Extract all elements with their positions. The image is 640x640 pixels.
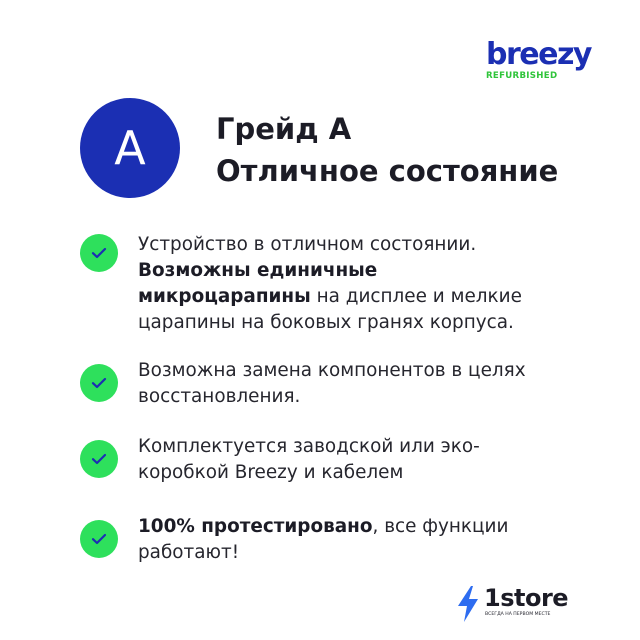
feature-item-components	[80, 358, 600, 414]
feature-item-condition	[80, 232, 600, 342]
feature-item-tested	[80, 514, 600, 570]
check-icon	[80, 440, 118, 478]
feature-text	[138, 358, 600, 410]
feature-line: Возможна замена компонентов в целях	[138, 360, 526, 381]
grade-title-line-1: Грейд А	[216, 112, 352, 146]
feature-bold-text: микроцарапины	[138, 286, 311, 307]
grade-badge: A	[80, 98, 180, 198]
feature-line	[138, 258, 600, 284]
grade-title	[216, 108, 558, 192]
feature-line: Комплектуется заводской или эко-	[138, 436, 480, 457]
feature-text-tail: на дисплее и мелкие	[310, 286, 522, 307]
1store-logo-word: 1store	[484, 584, 569, 612]
feature-line: восстановления.	[138, 386, 301, 407]
feature-line: царапины на боковых гранях корпуса.	[138, 312, 514, 333]
feature-item-box	[80, 434, 600, 490]
check-icon	[80, 234, 118, 272]
feature-bold-text: Возможны единичные	[138, 260, 378, 281]
1store-logo-tagline: ВСЕГДА НА ПЕРВОМ МЕСТЕ	[485, 612, 551, 617]
feature-line	[138, 284, 600, 310]
feature-text	[138, 434, 600, 486]
breezy-logo-word: breezy	[486, 37, 591, 72]
1store-logo	[456, 584, 568, 624]
breezy-logo	[486, 37, 598, 81]
feature-line	[138, 514, 600, 540]
lightning-bolt-icon	[456, 586, 480, 622]
feature-line: Устройство в отличном состоянии.	[138, 234, 477, 255]
grade-title-line-2: Отличное состояние	[216, 154, 559, 188]
check-icon	[80, 520, 118, 558]
breezy-logo-tagline: REFURBISHED	[486, 71, 558, 81]
check-icon	[80, 364, 118, 402]
feature-text-tail: , все функции	[372, 516, 509, 537]
feature-line: работают!	[138, 542, 240, 563]
feature-line: коробкой Breezy и кабелем	[138, 462, 404, 483]
feature-text	[138, 232, 600, 336]
feature-text	[138, 514, 600, 566]
feature-bold-text: 100% протестировано	[138, 516, 373, 537]
